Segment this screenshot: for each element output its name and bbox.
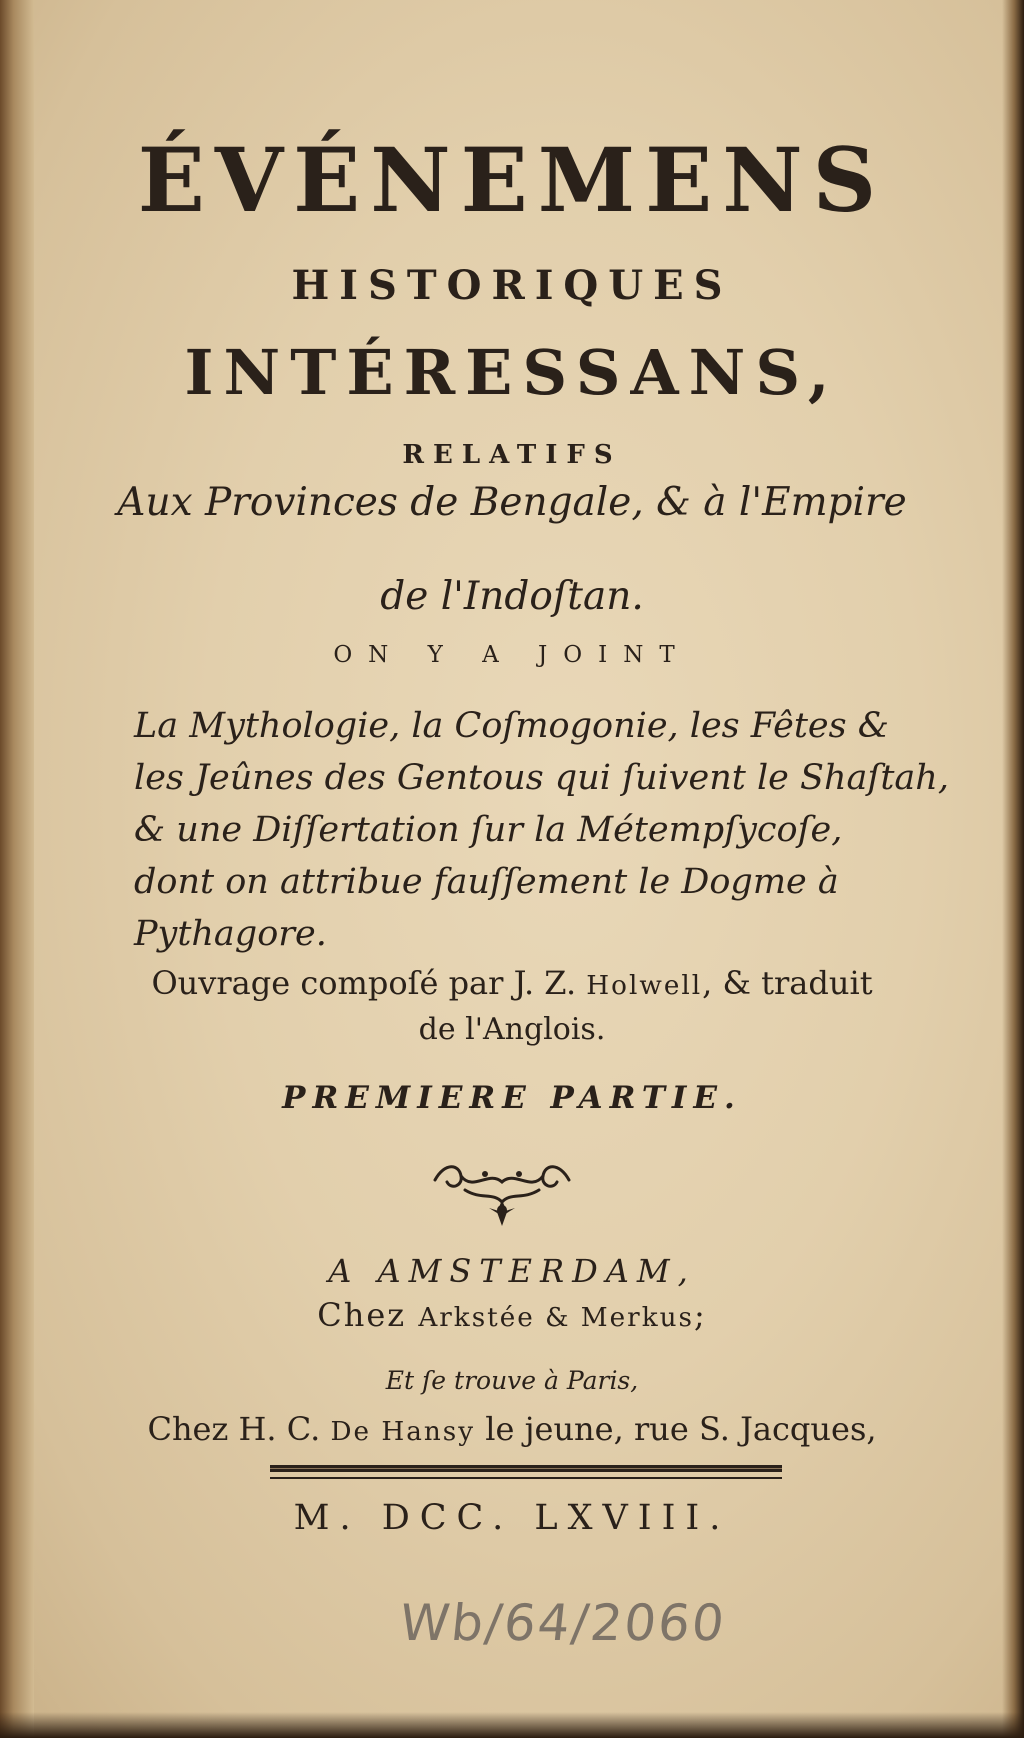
- joint-heading: ON Y A JOINT: [333, 642, 691, 668]
- part-heading: PREMIERE PARTIE.: [282, 1080, 742, 1116]
- mythology-line: les Jeûnes des Gentous qui ſuivent le Shaſtah,: [134, 758, 949, 798]
- title-line-evenemens: ÉVÉNEMENS: [137, 128, 887, 232]
- title-line-relatifs: RELATIFS: [402, 440, 622, 470]
- publisher-prefix: Chez: [317, 1296, 419, 1334]
- author-prefix: Ouvrage compoſé par J. Z.: [151, 964, 587, 1002]
- publisher-suffix: ;: [693, 1296, 707, 1334]
- mythology-line: La Mythologie, la Coſmogonie, les Fêtes &: [134, 706, 889, 746]
- title-line-interessans: INTÉRESSANS,: [184, 336, 840, 409]
- subtitle-line-1: Aux Provinces de Bengale, & à l'Empire: [117, 480, 907, 525]
- imprint-city: A AMSTERDAM,: [328, 1252, 696, 1290]
- double-rule-divider: [270, 1464, 782, 1482]
- fleuron-ornament-icon: [425, 1152, 579, 1228]
- translation-line: de l'Anglois.: [418, 1012, 606, 1047]
- mythology-paragraph: [134, 700, 949, 960]
- mythology-line: dont on attribue fauſſement le Dogme à: [134, 862, 839, 902]
- imprint-publisher: [0, 1296, 1024, 1334]
- mythology-line: & une Diſſertation ſur la Métempſycoſe,: [134, 810, 843, 850]
- paris-name: De Hansy: [330, 1417, 476, 1447]
- pencil-shelfmark: Wb/64/2060: [396, 1594, 729, 1652]
- author-line: [0, 964, 1024, 1002]
- imprint-also: Et ſe trouve à Paris,: [385, 1366, 639, 1395]
- paris-suffix: le jeune, rue S. Jacques,: [475, 1410, 877, 1448]
- publication-date: M. DCC. LXVIII.: [293, 1498, 731, 1538]
- publisher-name: Arkstée & Merkus: [418, 1303, 694, 1333]
- paris-prefix: Chez H. C.: [147, 1410, 331, 1448]
- subtitle-line-2: de l'Indoſtan.: [380, 574, 644, 619]
- binding-shadow: [0, 0, 34, 1738]
- author-name: Holwell: [586, 971, 703, 1001]
- title-line-historiques: HISTORIQUES: [291, 262, 733, 309]
- mythology-line: Pythagore.: [134, 914, 327, 954]
- imprint-paris: [0, 1410, 1024, 1448]
- page-edge-bottom: [0, 1712, 1024, 1738]
- page-edge-right: [1002, 0, 1024, 1738]
- author-suffix: , & traduit: [702, 964, 873, 1002]
